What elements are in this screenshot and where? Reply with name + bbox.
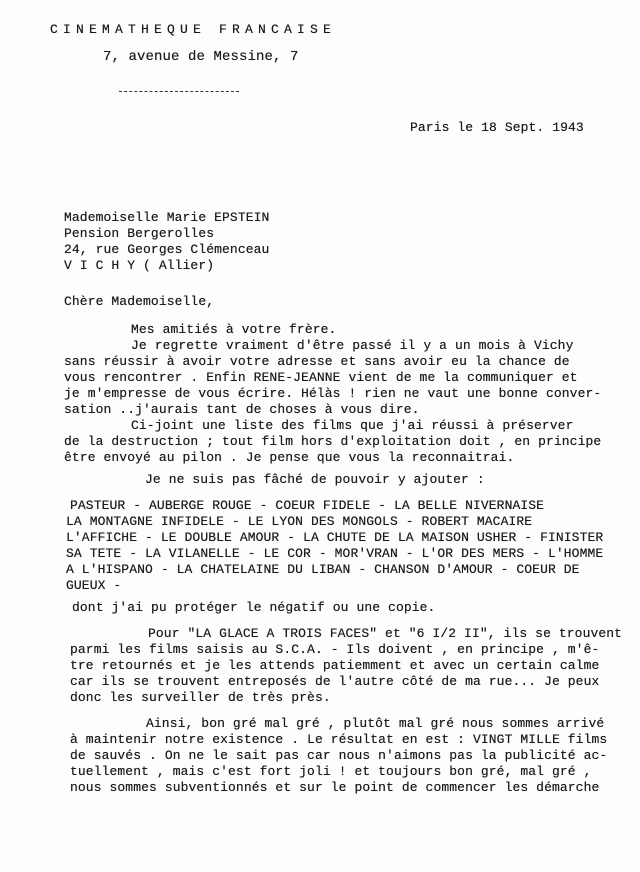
body-line: nous sommes subventionnés et sur le point de commencer les démarche bbox=[70, 780, 600, 795]
letterhead-org: CINEMATHEQUE FRANCAISE bbox=[50, 22, 337, 37]
film-list-line: A L'HISPANO - LA CHATELAINE DU LIBAN - CHANSON D'AMOUR - COEUR DE bbox=[66, 562, 580, 577]
body-line: sation ..j'aurais tant de choses à vous dire. bbox=[64, 402, 420, 417]
body-line: donc les surveiller de très près. bbox=[70, 690, 331, 705]
film-list-line: GUEUX - bbox=[66, 578, 122, 593]
body-line: de sauvés . On ne le sait pas car nous n'aimons pas la publicité ac- bbox=[70, 748, 608, 763]
body-line: dont j'ai pu protéger le négatif ou une copie. bbox=[72, 600, 436, 615]
film-list-line: SA TETE - LA VILANELLE - LE COR - MOR'VRAN - L'OR DES MERS - L'HOMME bbox=[66, 546, 604, 561]
recipient-line: 24, rue Georges Clémenceau bbox=[64, 242, 270, 257]
salutation: Chère Mademoiselle, bbox=[64, 294, 215, 309]
body-line: je m'empresse de vous écrire. Hélàs ! rien ne vaut une bonne conver- bbox=[64, 386, 602, 401]
recipient-line: V I C H Y ( Allier) bbox=[64, 258, 215, 273]
body-line: de la destruction ; tout film hors d'exploitation doit , en principe bbox=[64, 434, 602, 449]
body-line: Pour "LA GLACE A TROIS FACES" et "6 I/2 II", ils se trouvent bbox=[148, 626, 623, 641]
recipient-line: Mademoiselle Marie EPSTEIN bbox=[64, 210, 270, 225]
body-line: vous rencontrer . Enfin RENE-JEANNE vient de me la communiquer et bbox=[64, 370, 578, 385]
date-line: Paris le 18 Sept. 1943 bbox=[410, 120, 584, 135]
body-line: à maintenir notre existence . Le résultat en est : VINGT MILLE films bbox=[70, 732, 608, 747]
body-line: sans réussir à avoir votre adresse et sans avoir eu la chance de bbox=[64, 354, 570, 369]
body-line: Ci-joint une liste des films que j'ai réussi à préserver bbox=[131, 418, 574, 433]
body-line: Mes amitiés à votre frère. bbox=[131, 322, 337, 337]
body-line: tre retournés et je les attends patiemment et avec un certain calme bbox=[70, 658, 600, 673]
body-line: être envoyé au pilon . Je pense que vous la reconnaitrai. bbox=[64, 450, 515, 465]
body-line: Je regrette vraiment d'être passé il y a un mois à Vichy bbox=[131, 338, 574, 353]
recipient-line: Pension Bergerolles bbox=[64, 226, 215, 241]
letterhead-address: 7, avenue de Messine, 7 bbox=[103, 49, 299, 65]
body-line: tuellement , mais c'est fort joli ! et toujours bon gré, mal gré , bbox=[70, 764, 592, 779]
body-line: parmi les films saisis au S.C.A. - Ils doivent , en principe , m'ê- bbox=[70, 642, 600, 657]
body-line: Ainsi, bon gré mal gré , plutôt mal gré nous sommes arrivé bbox=[146, 716, 605, 731]
body-line: Je ne suis pas fâché de pouvoir y ajouter : bbox=[145, 472, 485, 487]
letterhead-divider bbox=[119, 91, 239, 92]
film-list-line: LA MONTAGNE INFIDELE - LE LYON DES MONGOLS - ROBERT MACAIRE bbox=[66, 514, 533, 529]
film-list-line: PASTEUR - AUBERGE ROUGE - COEUR FIDELE - LA BELLE NIVERNAISE bbox=[70, 498, 545, 513]
body-line: car ils se trouvent entreposés de l'autre côté de ma rue... Je peux bbox=[70, 674, 600, 689]
film-list-line: L'AFFICHE - LE DOUBLE AMOUR - LA CHUTE DE LA MAISON USHER - FINISTER bbox=[66, 530, 604, 545]
